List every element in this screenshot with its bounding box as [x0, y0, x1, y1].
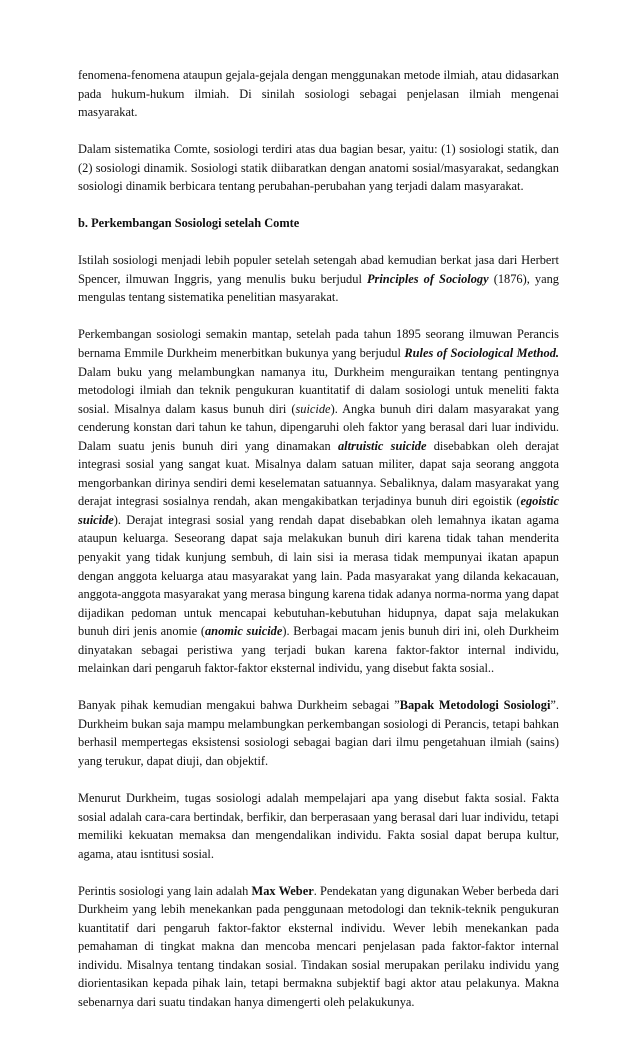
term-bapak-metodologi: Bapak Metodologi Sosiologi [399, 698, 551, 713]
text-run: Istilah sosiologi menjadi lebih populer setelah setengah abad kemudian berkat jasa dari Herbert Spencer, ilmuwan Inggris, yang menulis buku berjudul [78, 253, 559, 286]
text-run: disebabkan oleh derajat integrasi sosial yang sangat kuat. Misalnya dalam satuan militer, dapat saja seorang anggota mengorbankan dirinya sendiri demi keselematan satuannya. Sebaliknya, dalam masyarakat yang derajat integrasi sosialnya rendah, akan mengakibatkan terjadinya bunuh diri egoistik ( [78, 438, 559, 509]
text-run: Dalam buku yang melambungkan namanya itu, Durkheim menguraikan tentang pentingnya metodologi ilmiah dan teknik pengukuran kuantitatif di dalam sosiologi untuk meneliti fakta sosial. Misalnya dalam kasus bunuh diri ( [78, 364, 559, 416]
paragraph-fakta-sosial: Menurut Durkheim, tugas sosiologi adalah mempelajari apa yang disebut fakta sosial. Fakta sosial adalah cara-cara bertindak, berfikir, dan berperasaan yang berasal dari luar individu, tetapi memiliki kekuatan memaksa dan mengendalikan individu. Fakta sosial dapat berupa kultur, agama, atau isntitusi sosial. [78, 791, 559, 861]
paragraph-durkheim [78, 325, 559, 677]
book-title-principles: Principles of Sociology [366, 271, 489, 286]
term-anomic-suicide: anomic suicide [204, 624, 283, 639]
text-run: ”. Durkheim bukan saja mampu melambungkan perkembangan sosiologi di Perancis, tetapi bahkan berhasil mempertegas eksistensi sosiologi sebagai bagian dari ilmu pengetahuan ilmiah (sains) yang terukur, dapat diuji, dan objektif. [78, 698, 560, 768]
paragraph-spencer [78, 251, 559, 307]
text-run: Banyak pihak kemudian mengakui bahwa Durkheim sebagai ” [78, 698, 400, 713]
term-suicide: suicide [295, 401, 331, 416]
paragraph-comte-systematics: Dalam sistematika Comte, sosiologi terdiri atas dua bagian besar, yaitu: (1) sosiologi statik, dan (2) sosiologi dinamik. Sosiologi statik diibaratkan dengan anatomi sosial/masyarakat, sedangkan sosiologi dinamik berbicara tentang perubahan-perubahan yang terjadi dalam masyarakat. [78, 142, 559, 194]
book-title-rules: Rules of Sociological Method. [404, 346, 559, 361]
name-max-weber: Max Weber [251, 883, 314, 898]
paragraph-weber [78, 882, 559, 1012]
term-altruistic-suicide: altruistic suicide [337, 438, 427, 453]
text-run: ). Berbagai macam jenis bunuh diri ini, oleh Durkheim dinyatakan sebagai peristiwa yang terjadi bukan karena faktor-faktor internal individu, melainkan dari pengaruh faktor-faktor eksternal individu, yang disebut fakta sosial.. [78, 624, 559, 676]
text-run: ). Angka bunuh diri dalam masyarakat yang cenderung konstan dari tahun ke tahun, dipengaruhi oleh faktor yang berasal dari luar individu. Dalam suatu jenis bunuh diri yang dinamakan [78, 401, 559, 453]
section-heading-b: b. Perkembangan Sosiologi setelah Comte [78, 216, 300, 231]
text-run: Perintis sosiologi yang lain adalah [78, 883, 252, 898]
text-run: Perkembangan sosiologi semakin mantap, setelah pada tahun 1895 seorang ilmuwan Perancis bernama Emmile Durkheim menerbitkan bukunya yang berjudul [78, 327, 559, 361]
text-run: . Pendekatan yang digunakan Weber berbeda dari Durkheim yang lebih menekankan pada penggunaan metodologi dan teknik-teknik pengukuran kuantitatif dari pengaruh faktor-faktor eksternal individu. Wever lebih menekankan pada pemahaman di tingkat makna dan mencoba mencari penjelasan pada faktor-faktor internal individu. Misalnya tentang tindakan sosial. Tindakan sosial merupakan perilaku individu yang diorientasikan kepada pihak lain, tetapi bermakna subjektif bagi aktor atau pelakunya. Makna sebenarnya dari suatu tindakan hanya dimengerti oleh pelakukunya. [78, 883, 559, 1010]
paragraph-bapak-metodologi [78, 696, 559, 770]
text-run: (1876), yang mengulas tentang sistematika penelitian masyarakat. [78, 271, 559, 305]
paragraph-scientific-method: fenomena-fenomena ataupun gejala-gejala dengan menggunakan metode ilmiah, atau didasarkan pada hukum-hukum ilmiah. Di sinilah sosiologi sebagai penjelasan ilmiah mengenai masyarakat. [78, 68, 559, 120]
term-egoistic-suicide: egoistic suicide [78, 494, 559, 527]
text-run: ). Derajat integrasi sosial yang rendah dapat disebabkan oleh lemahnya ikatan agama ataupun keluarga. Seseorang dapat saja melakukan bunuh diri karena tidak tahan menderita penyakit yang tidak kunjung sembuh, di lain sisi ia merasa tidak mempunyai ikatan apapun dengan anggota keluarga atau masyarakat yang lain. Pada masyarakat yang dilanda kekacauan, anggota-anggota masyarakat yang merasa bingung karena tidak adanya norma-norma yang dapat dijadikan pedoman untuk mencapai kebutuhan-kebutuhan hidupnya, dapat saja melakukan bunuh diri jenis anomie ( [78, 512, 559, 639]
